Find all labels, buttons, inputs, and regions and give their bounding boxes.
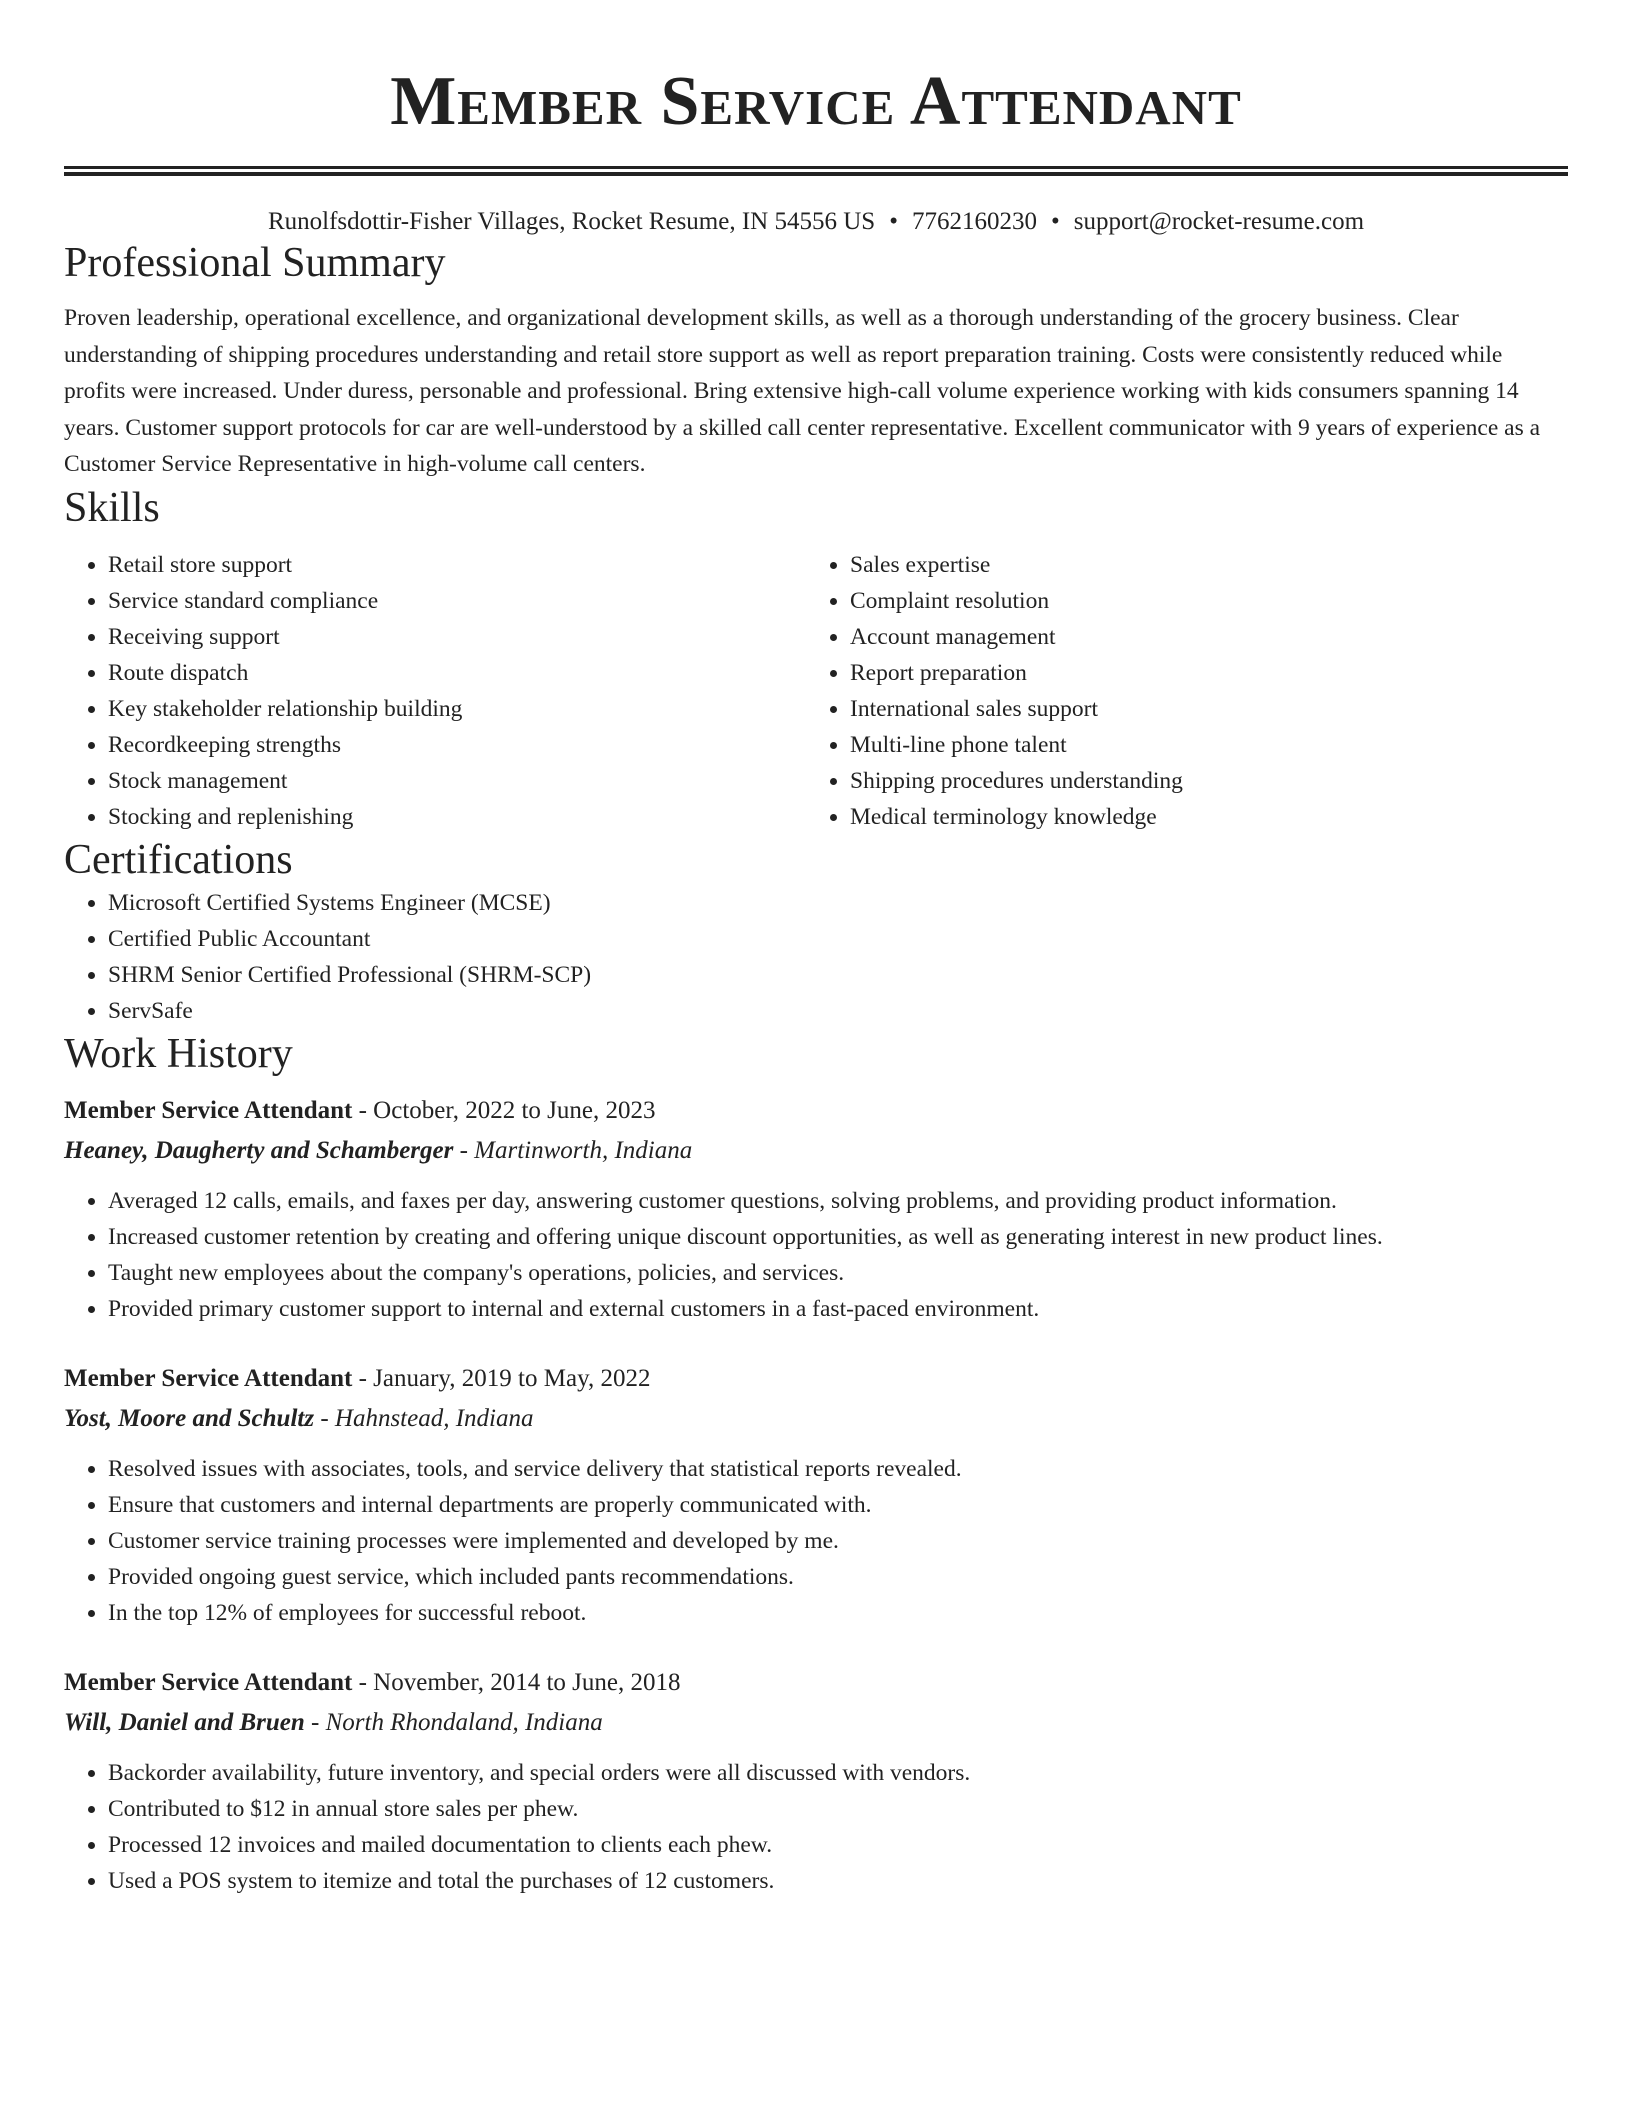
skill-item: • Recordkeeping strengths [108, 727, 806, 763]
job-role: Member Service Attendant [64, 1668, 353, 1696]
skill-item: • Shipping procedures understanding [850, 763, 1548, 799]
skills-list-left [64, 547, 806, 835]
job-role: Member Service Attendant [64, 1096, 353, 1124]
contact-email: support@rocket-resume.com [1073, 208, 1365, 235]
skills-heading: Skills [64, 484, 160, 531]
contact-line [64, 206, 1568, 238]
job-company: Will, Daniel and Bruen [64, 1708, 305, 1736]
job-role: Member Service Attendant [64, 1364, 353, 1392]
job-bullet: • Averaged 12 calls, emails, and faxes per day, answering customer questions, solving problems, and providing product information. [108, 1183, 1568, 1219]
title-double-rule [64, 166, 1568, 176]
job-company-line [64, 1703, 1568, 1743]
skill-item: • Account management [850, 619, 1548, 655]
contact-address: Runolfsdottir-Fisher Villages, Rocket Resume, IN 54556 US [267, 208, 876, 235]
job-entry [64, 1663, 1568, 1899]
skill-item: • Retail store support [108, 547, 806, 583]
certification-item: • Certified Public Accountant [108, 921, 1568, 957]
job-bullets [64, 1755, 1568, 1899]
skill-item: • Receiving support [108, 619, 806, 655]
job-location: - Hahnstead, Indiana [314, 1404, 534, 1432]
skill-item: • Complaint resolution [850, 583, 1548, 619]
contact-separator: • [889, 208, 898, 235]
certifications-heading: Certifications [64, 836, 293, 883]
job-bullet: • Provided ongoing guest service, which included pants recommendations. [108, 1559, 1568, 1595]
skill-item: • Service standard compliance [108, 583, 806, 619]
job-company-line [64, 1131, 1568, 1171]
job-header [64, 1663, 1568, 1703]
job-company-line [64, 1399, 1568, 1439]
certifications-list [64, 885, 1568, 1029]
job-entry [64, 1359, 1568, 1631]
work-history-heading: Work History [64, 1030, 293, 1077]
job-dates: - January, 2019 to May, 2022 [352, 1364, 651, 1392]
contact-phone: 7762160230 [911, 208, 1037, 235]
job-dates: - November, 2014 to June, 2018 [352, 1668, 681, 1696]
job-entry [64, 1091, 1568, 1327]
summary-heading: Professional Summary [64, 240, 446, 286]
skill-item: • Stocking and replenishing [108, 799, 806, 835]
job-bullets [64, 1183, 1568, 1327]
skill-item: • Medical terminology knowledge [850, 799, 1548, 835]
contact-separator: • [1050, 208, 1060, 235]
skill-item: • Report preparation [850, 655, 1548, 691]
job-dates: - October, 2022 to June, 2023 [352, 1096, 656, 1124]
job-location: - North Rhondaland, Indiana [304, 1708, 603, 1736]
job-bullet: • Ensure that customers and internal departments are properly communicated with. [108, 1487, 1568, 1523]
skill-item: • Route dispatch [108, 655, 806, 691]
job-company: Yost, Moore and Schultz [64, 1404, 315, 1432]
job-bullet: • Backorder availability, future inventory, and special orders were all discussed with vendors. [108, 1755, 1568, 1791]
job-bullet: • In the top 12% of employees for successful reboot. [108, 1595, 1568, 1631]
certification-item: • Microsoft Certified Systems Engineer (MCSE) [108, 885, 1568, 921]
job-bullet: • Provided primary customer support to internal and external customers in a fast-paced environment. [108, 1291, 1568, 1327]
resume-title: Member Service Attendant [390, 63, 1242, 140]
job-company: Heaney, Daugherty and Schamberger [64, 1136, 454, 1164]
job-bullet: • Used a POS system to itemize and total the purchases of 12 customers. [108, 1863, 1568, 1899]
job-bullet: • Customer service training processes were implemented and developed by me. [108, 1523, 1568, 1559]
skill-item: • International sales support [850, 691, 1548, 727]
skill-item: • Stock management [108, 763, 806, 799]
job-bullet: • Processed 12 invoices and mailed documentation to clients each phew. [108, 1827, 1568, 1863]
job-bullet: • Increased customer retention by creating and offering unique discount opportunities, as well as generating interest in new product lines. [108, 1219, 1568, 1255]
job-location: - Martinworth, Indiana [453, 1136, 693, 1164]
job-header [64, 1091, 1568, 1131]
certification-item: • ServSafe [108, 993, 1568, 1029]
job-bullet: • Taught new employees about the company's operations, policies, and services. [108, 1255, 1568, 1291]
job-bullet: • Resolved issues with associates, tools, and service delivery that statistical reports revealed. [108, 1451, 1568, 1487]
skill-item: • Sales expertise [850, 547, 1548, 583]
job-bullet: • Contributed to $12 in annual store sales per phew. [108, 1791, 1568, 1827]
summary-text: Proven leadership, operational excellence, and organizational development skills, as well as a thorough understanding of the grocery business. Clear understanding of shipping procedures understanding and retail store support as well as report preparation training. Costs were consistently reduced while profits were increased. Under duress, personable and professional. Bring extensive high-call volume experience working with kids consumers spanning 14 years. Customer support protocols for car are well-understood by a skilled call center representative. Excellent communicator with 9 years of experience as a Customer Service Representative in high-volume call centers. [64, 305, 1541, 477]
skills-columns [64, 547, 1568, 835]
skill-item: • Key stakeholder relationship building [108, 691, 806, 727]
skills-list-right [806, 547, 1548, 835]
skill-item: • Multi-line phone talent [850, 727, 1548, 763]
job-header [64, 1359, 1568, 1399]
job-bullets [64, 1451, 1568, 1631]
certification-item: • SHRM Senior Certified Professional (SHRM-SCP) [108, 957, 1568, 993]
